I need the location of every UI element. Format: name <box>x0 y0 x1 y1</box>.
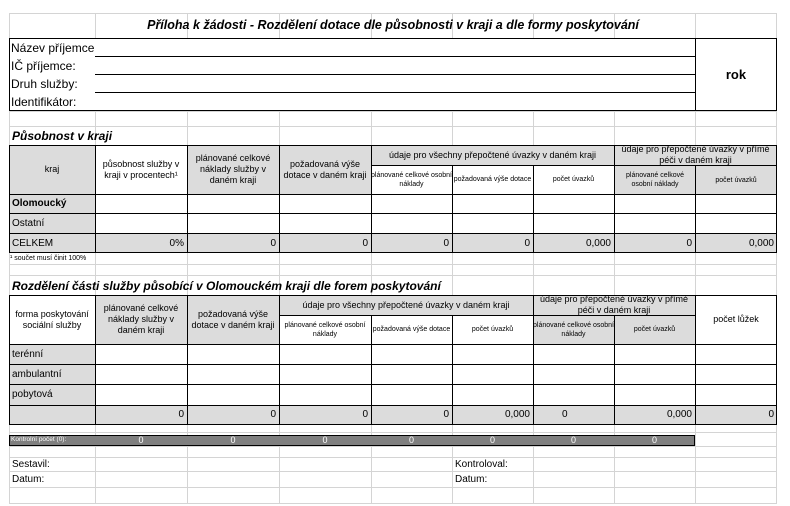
subheader-subsidy: požadovaná výše dotace <box>453 176 532 183</box>
header-group-all-fte: údaje pro všechny přepočtené úvazky v daném kraji <box>388 149 597 160</box>
compiled-by-label: Sestavil: <box>12 459 50 470</box>
total2-personal-costs: 0 <box>362 409 368 420</box>
row-label-ostatni: Ostatní <box>12 218 45 229</box>
subheader-personal-costs: plánované celkové osobní náklady <box>371 171 452 188</box>
date-field-2[interactable] <box>534 472 776 487</box>
service-type-label: Druh služby: <box>11 77 78 91</box>
date-label-2: Datum: <box>455 474 488 485</box>
total2-subsidy: 0 <box>443 409 449 420</box>
checked-by-label: Kontroloval: <box>455 459 508 470</box>
checked-by-field[interactable] <box>534 458 776 471</box>
header2-requested-subsidy: požadovaná výše dotace v daném kraji <box>191 308 275 330</box>
row-label-olomoucky: Olomoucký <box>12 198 67 209</box>
control-value: 0 <box>651 435 657 445</box>
page-title: Příloha k žádosti - Rozdělení dotace dle působnosti v kraji a dle formy poskytování <box>147 18 639 32</box>
header-pusobnost: působnost služby v kraji v procentech¹ <box>102 158 180 180</box>
compiled-by-field[interactable] <box>96 458 451 471</box>
control-value: 0 <box>230 435 236 445</box>
header-group-direct-fte: údaje pro přepočtené úvazky v přímé péči v daném kraji <box>621 144 770 165</box>
date-label: Datum: <box>12 474 45 485</box>
subheader2-fte-count: počet úvazků <box>471 326 514 333</box>
identifier-label: Identifikátor: <box>11 95 77 109</box>
subheader-fte-count-direct: počet úvazků <box>696 166 776 194</box>
section2-title: Rozdělení části služby působící v Olomouckém kraji dle forem poskytování <box>12 279 441 293</box>
total-personal-costs-direct: 0 <box>686 238 692 249</box>
control-value: 0 <box>408 435 414 445</box>
total-subsidy: 0 <box>524 238 530 249</box>
total2-personal-costs-direct: 0 <box>562 409 568 420</box>
subheader2-subsidy: požadovaná výše dotace <box>372 326 451 333</box>
header-planned-costs: plánované celkové náklady služby v daném kraji <box>195 153 271 185</box>
control-value: 0 <box>570 435 576 445</box>
total2-bed-count: 0 <box>768 409 774 420</box>
header-kraj: kraj <box>44 164 60 174</box>
header2-group-all-fte: údaje pro všechny přepočtené úvazky v daném kraji <box>302 299 510 310</box>
row-terenni-inputs[interactable] <box>96 345 777 364</box>
control-value: 0 <box>322 435 328 445</box>
subheader2-personal-costs-direct: plánované celkové osobní náklady <box>533 321 614 338</box>
header2-group-direct-fte: údaje pro přepočtené úvazky v přímé péči v daném kraji <box>539 294 689 315</box>
total-personal-costs: 0 <box>443 238 449 249</box>
subheader2-personal-costs: plánované celkové osobní náklady <box>284 321 366 338</box>
total2-planned-costs: 0 <box>178 409 184 420</box>
total2-fte-count: 0,000 <box>504 409 530 420</box>
total-planned-costs: 0 <box>270 238 276 249</box>
year-label: rok <box>725 67 747 82</box>
footnote: ¹ součet musí činit 100% <box>10 255 87 262</box>
date-field[interactable] <box>96 472 451 487</box>
row-pobytova-inputs[interactable] <box>96 385 777 405</box>
total-fte-count-direct: 0,000 <box>748 238 774 249</box>
total-fte-count: 0,000 <box>585 238 611 249</box>
total-label: CELKEM <box>12 238 54 249</box>
header2-planned-costs: plánované celkové náklady služby v daném kraji <box>103 303 179 335</box>
subheader-personal-costs-direct: plánované celkové osobní náklady <box>615 166 695 194</box>
total2-fte-count-direct: 0,000 <box>666 409 692 420</box>
row-label-pobytova: pobytová <box>12 389 53 400</box>
section1-title: Působnost v kraji <box>12 129 113 143</box>
subheader2-fte-count-direct: počet úvazků <box>633 326 676 333</box>
total-pusobnost: 0% <box>169 238 184 249</box>
header2-bed-count: počet lůžek <box>713 314 759 324</box>
subheader-fte-count: počet úvazků <box>552 176 595 183</box>
row-label-terenni: terénní <box>12 349 44 360</box>
row-ambulantni-inputs[interactable] <box>96 365 777 384</box>
header-requested-subsidy: požadovaná výše dotace v daném kraji <box>283 158 367 180</box>
control-value: 0 <box>138 435 144 445</box>
control-value: 0 <box>489 435 495 445</box>
recipient-name-label: Název příjemce <box>11 41 95 55</box>
total2-requested-subsidy: 0 <box>270 409 276 420</box>
recipient-ic-label: IČ příjemce: <box>11 59 76 73</box>
total-requested-subsidy: 0 <box>362 238 368 249</box>
header-forma: forma poskytování sociální služby <box>15 308 89 330</box>
row-label-ambulantni: ambulantní <box>12 369 62 380</box>
control-label: Kontrolní počet (0): <box>11 436 67 443</box>
